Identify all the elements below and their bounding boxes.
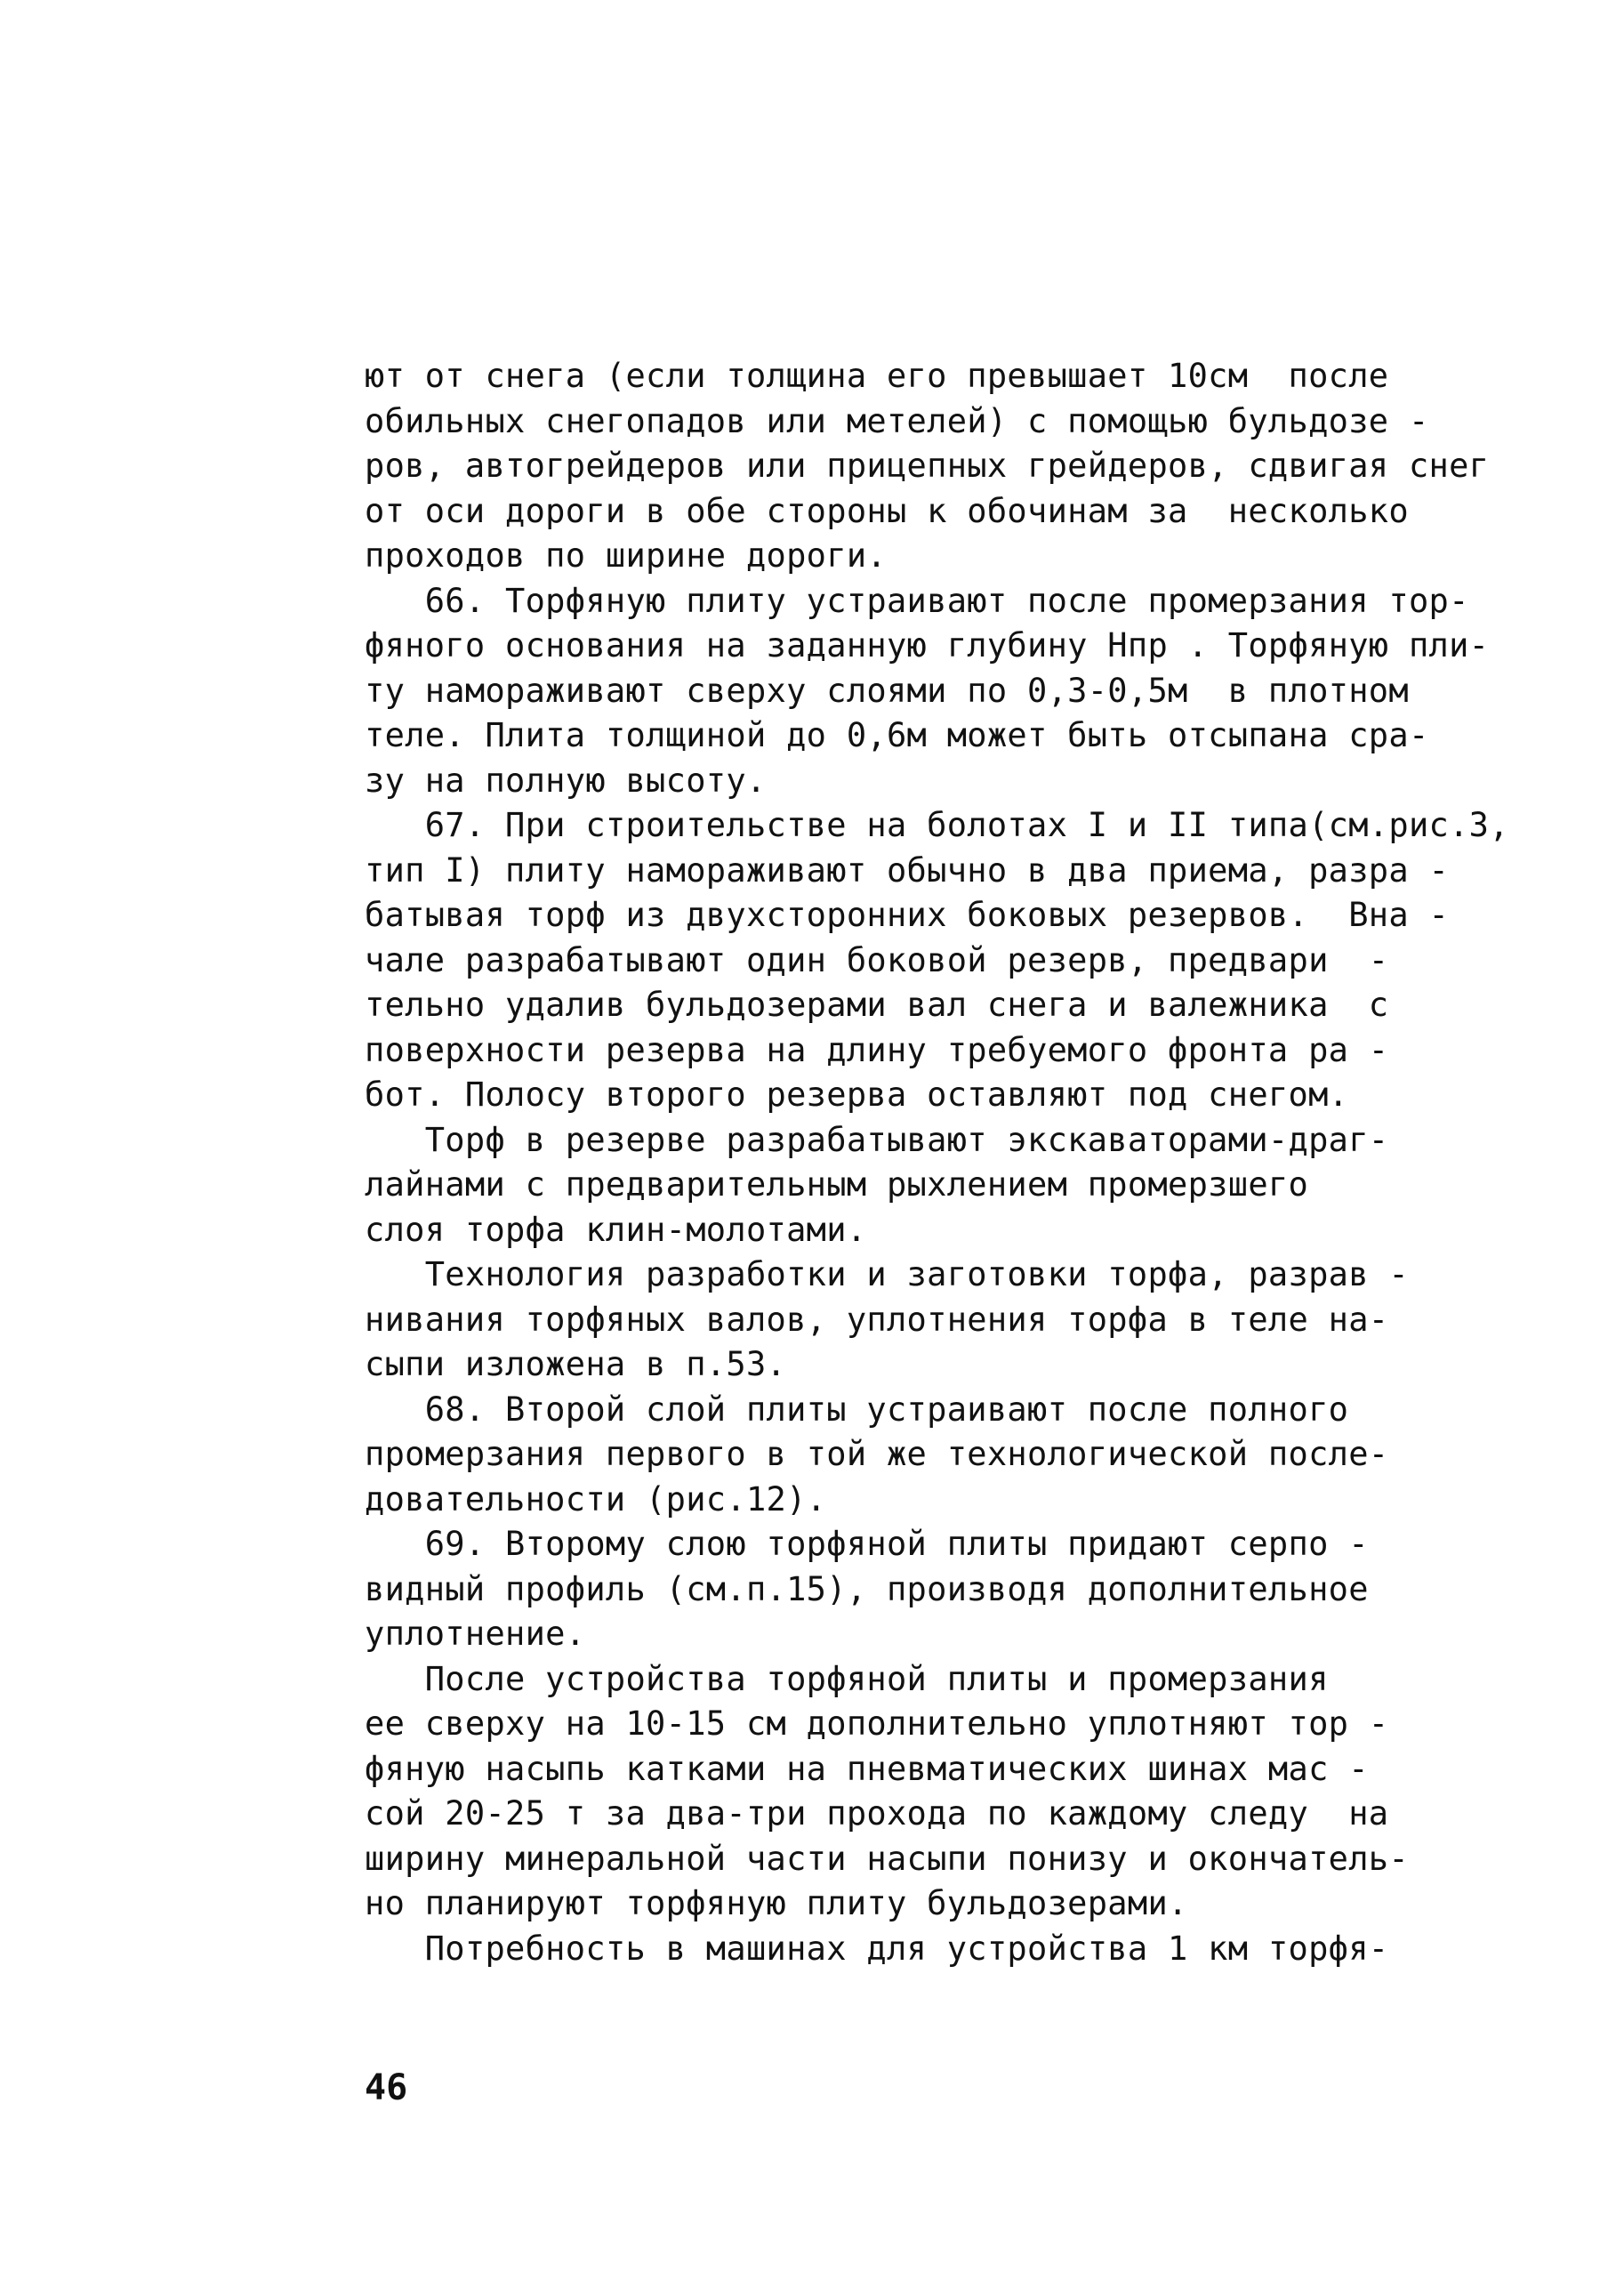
text-line: ее сверху на 10-15 см дополнительно уплотняют тор -: [365, 1704, 1389, 1743]
text-line: обильных снегопадов или метелей) с помощью бульдозе -: [365, 401, 1429, 440]
paragraph-67-line: 67. При строительстве на болотах I и II типа(см.рис.3,: [365, 806, 1509, 844]
text-line: сыпи изложена в п.53.: [365, 1345, 787, 1383]
text-line: Потребность в машинах для устройства 1 км торфя-: [365, 1929, 1389, 1968]
text-line: ту намораживают сверху слоями по 0,3-0,5м в плотном: [365, 671, 1409, 710]
text-line: батывая торф из двухсторонних боковых резервов. Вна -: [365, 896, 1450, 934]
text-line: тип I) плиту намораживают обычно в два приема, разра -: [365, 850, 1450, 890]
text-line: ют от снега (если толщина его превышает 10см после: [365, 357, 1389, 395]
text-line: но планируют торфяную плиту бульдозерами.: [365, 1884, 1188, 1922]
text-line: Торф в резерве разрабатывают экскаваторами-драг-: [365, 1120, 1389, 1159]
text-line: нивания торфяных валов, уплотнения торфа в теле на-: [365, 1300, 1389, 1339]
page-number: 46: [365, 2067, 408, 2108]
text-line: фяного основания на заданную глубину Hпр . Торфяную пли-: [365, 626, 1490, 665]
text-line: теле. Плита толщиной до 0,6м может быть отсыпана сра-: [365, 716, 1429, 754]
body-text: [365, 354, 1539, 1971]
text-line: После устройства торфяной плиты и промерзания: [365, 1659, 1329, 1698]
text-line: Технология разработки и заготовки торфа, разрав -: [365, 1255, 1409, 1293]
text-line: довательности (рис.12).: [365, 1479, 827, 1519]
text-line: сой 20-25 т за два-три прохода по каждому следу на: [365, 1794, 1389, 1833]
text-line: проходов по ширине дороги.: [365, 536, 887, 575]
text-line: ширину минеральной части насыпи понизу и окончатель-: [365, 1839, 1409, 1878]
text-line: видный профиль (см.п.15), производя дополнительное: [365, 1569, 1369, 1608]
text-line: фяную насыпь катками на пневматических шинах мас -: [365, 1749, 1369, 1788]
text-line: лайнами с предварительным рыхлением промерзшего: [365, 1165, 1309, 1204]
text-line: от оси дороги в обе стороны к обочинам за несколько: [365, 491, 1409, 530]
text-line: чале разрабатывают один боковой резерв, предвари -: [365, 940, 1389, 979]
text-line: бот. Полосу второго резерва оставляют под снегом.: [365, 1076, 1349, 1114]
text-line: тельно удалив бульдозерами вал снега и валежника с: [365, 986, 1389, 1024]
text-line: ров, автогрейдеров или прицепных грейдеров, сдвигая снег: [365, 447, 1490, 485]
text-line: поверхности резерва на длину требуемого фронта ра -: [365, 1030, 1389, 1069]
text-line: промерзания первого в той же технологической после-: [365, 1435, 1389, 1473]
paragraph-69-line: 69. Второму слою торфяной плиты придают серпо -: [365, 1525, 1369, 1563]
text-line: уплотнение.: [365, 1615, 586, 1653]
text-line: слоя торфа клин-молотами.: [365, 1210, 867, 1249]
paragraph-68-line: 68. Второй слой плиты устраивают после полного: [365, 1390, 1349, 1429]
paragraph-66-line: 66. Торфяную плиту устраивают после промерзания тор-: [365, 581, 1469, 620]
text-line: зу на полную высоту.: [365, 761, 767, 800]
